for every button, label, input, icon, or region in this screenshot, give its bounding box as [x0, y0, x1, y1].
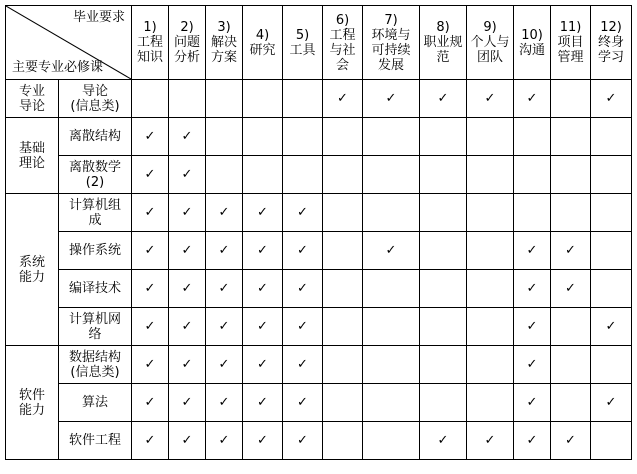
course-name — [59, 422, 132, 460]
matrix-cell — [420, 346, 467, 384]
check-mark-icon: ✓ — [257, 395, 268, 410]
requirement-title-line: 学习 — [597, 50, 624, 65]
matrix-cell — [243, 422, 283, 460]
matrix-cell — [551, 118, 591, 156]
requirement-header-3 — [206, 6, 243, 80]
matrix-cell — [323, 422, 363, 460]
course-name — [59, 308, 132, 346]
requirement-title-line: 问题 — [173, 35, 200, 50]
matrix-cell — [323, 232, 363, 270]
requirement-number: 9) — [483, 20, 497, 35]
matrix-cell — [132, 194, 169, 232]
matrix-cell — [283, 118, 323, 156]
matrix-cell — [169, 232, 206, 270]
matrix-cell — [206, 80, 243, 118]
matrix-cell — [467, 346, 514, 384]
matrix-cell — [363, 270, 420, 308]
check-mark-icon: ✓ — [218, 205, 230, 220]
matrix-cell — [551, 422, 591, 460]
requirement-header-5 — [283, 6, 323, 80]
matrix-cell — [514, 270, 551, 308]
matrix-cell — [243, 118, 283, 156]
matrix-cell — [551, 270, 591, 308]
diagonal-header-cell — [6, 6, 132, 80]
check-mark-icon: ✓ — [181, 129, 193, 144]
check-mark-icon: ✓ — [144, 395, 156, 410]
check-mark-icon: ✓ — [297, 395, 308, 410]
table-row — [6, 422, 632, 460]
course-name — [59, 118, 132, 156]
matrix-cell — [467, 232, 514, 270]
matrix-cell — [420, 118, 467, 156]
requirement-number: 6) — [335, 12, 350, 28]
requirement-title-line: 终身 — [597, 35, 624, 50]
check-mark-icon: ✓ — [144, 357, 156, 372]
matrix-cell — [591, 156, 632, 194]
matrix-cell — [323, 194, 363, 232]
requirement-header-2 — [169, 6, 206, 80]
matrix-cell — [169, 384, 206, 422]
matrix-cell — [514, 232, 551, 270]
matrix-cell — [206, 232, 243, 270]
course-group-label-line: 软件 — [18, 387, 45, 403]
matrix-cell — [591, 308, 632, 346]
check-mark-icon: ✓ — [437, 433, 449, 448]
matrix-cell — [132, 118, 169, 156]
check-mark-icon: ✓ — [144, 433, 156, 448]
course-name — [59, 346, 132, 384]
check-mark-icon: ✓ — [181, 281, 193, 296]
requirement-number: 4) — [255, 27, 270, 43]
table-row — [6, 156, 632, 194]
matrix-cell — [467, 156, 514, 194]
matrix-cell — [132, 156, 169, 194]
check-mark-icon: ✓ — [218, 433, 230, 448]
table-row — [6, 80, 632, 118]
matrix-cell — [243, 232, 283, 270]
check-mark-icon: ✓ — [297, 433, 308, 448]
check-mark-icon: ✓ — [526, 433, 538, 448]
matrix-cell — [363, 422, 420, 460]
matrix-cell — [363, 346, 420, 384]
matrix-cell — [132, 270, 169, 308]
matrix-cell — [514, 308, 551, 346]
matrix-cell — [283, 80, 323, 118]
check-mark-icon: ✓ — [526, 395, 538, 410]
check-mark-icon: ✓ — [297, 319, 308, 334]
requirement-title-line: 团队 — [476, 50, 503, 65]
matrix-cell — [283, 232, 323, 270]
requirement-title-line: 解决 — [210, 35, 237, 50]
matrix-cell — [243, 80, 283, 118]
matrix-cell — [243, 270, 283, 308]
matrix-cell — [169, 308, 206, 346]
matrix-cell — [420, 384, 467, 422]
matrix-cell — [132, 232, 169, 270]
requirement-title-line: 可持续 — [371, 42, 411, 58]
requirement-title-line: 沟通 — [518, 42, 545, 58]
course-group-label-line: 专业 — [18, 83, 45, 99]
check-mark-icon: ✓ — [605, 319, 617, 334]
requirement-title-line: 方案 — [210, 50, 237, 65]
course-name — [59, 80, 132, 118]
matrix-cell — [206, 194, 243, 232]
matrix-cell — [514, 156, 551, 194]
course-group-label-line: 导论 — [18, 98, 45, 114]
matrix-cell — [323, 270, 363, 308]
course-name — [59, 156, 132, 194]
check-mark-icon: ✓ — [565, 243, 576, 258]
course-name-line: 计算机组 — [68, 197, 121, 213]
matrix-cell — [206, 270, 243, 308]
requirement-header-12 — [591, 6, 632, 80]
check-mark-icon: ✓ — [297, 205, 308, 220]
matrix-cell — [467, 270, 514, 308]
matrix-cell — [467, 194, 514, 232]
matrix-cell — [420, 232, 467, 270]
check-mark-icon: ✓ — [605, 395, 617, 410]
course-name-line: 软件工程 — [68, 433, 121, 448]
matrix-cell — [514, 194, 551, 232]
matrix-cell — [283, 346, 323, 384]
requirement-header-9 — [467, 6, 514, 80]
table-row — [6, 270, 632, 308]
course-name-line: 编译技术 — [68, 281, 121, 296]
matrix-cell — [420, 194, 467, 232]
matrix-cell — [514, 384, 551, 422]
matrix-cell — [283, 308, 323, 346]
requirement-title-line: 与社 — [329, 42, 356, 58]
check-mark-icon: ✓ — [144, 129, 156, 144]
matrix-cell — [420, 80, 467, 118]
matrix-cell — [323, 80, 363, 118]
requirement-title-line: 知识 — [136, 50, 163, 65]
matrix-cell — [420, 308, 467, 346]
course-name-line: (2) — [85, 174, 105, 190]
matrix-cell — [467, 422, 514, 460]
requirement-title-line: 管理 — [557, 50, 584, 65]
course-group-label-line: 系统 — [18, 254, 45, 270]
requirement-title-line: 项目 — [557, 35, 584, 50]
requirement-header-6 — [323, 6, 363, 80]
matrix-cell — [363, 384, 420, 422]
matrix-cell — [514, 80, 551, 118]
matrix-cell — [283, 384, 323, 422]
requirements-matrix-table — [5, 5, 632, 460]
requirements-axis-label: 毕业要求 — [72, 10, 125, 25]
matrix-cell — [551, 156, 591, 194]
course-name-line: 离散结构 — [68, 129, 121, 144]
matrix-cell — [243, 308, 283, 346]
check-mark-icon: ✓ — [181, 167, 193, 182]
matrix-cell — [420, 422, 467, 460]
table-row — [6, 346, 632, 384]
course-group-label — [6, 346, 59, 460]
requirement-title-line: 范 — [436, 50, 450, 65]
check-mark-icon: ✓ — [385, 243, 397, 258]
requirement-number: 8) — [436, 20, 450, 35]
requirement-header-1 — [132, 6, 169, 80]
matrix-cell — [551, 346, 591, 384]
requirement-title-line: 会 — [335, 57, 349, 73]
matrix-cell — [132, 422, 169, 460]
check-mark-icon: ✓ — [144, 167, 156, 182]
matrix-cell — [363, 194, 420, 232]
requirement-title-line: 职业规 — [423, 35, 463, 50]
matrix-cell — [591, 270, 632, 308]
check-mark-icon: ✓ — [181, 205, 193, 220]
check-mark-icon: ✓ — [526, 243, 538, 258]
requirement-header-11 — [551, 6, 591, 80]
matrix-cell — [243, 156, 283, 194]
matrix-cell — [363, 308, 420, 346]
course-name-line: 导论 — [81, 83, 108, 99]
course-name — [59, 232, 132, 270]
check-mark-icon: ✓ — [181, 433, 193, 448]
check-mark-icon: ✓ — [257, 319, 268, 334]
matrix-cell — [283, 194, 323, 232]
matrix-cell — [169, 346, 206, 384]
check-mark-icon: ✓ — [181, 243, 193, 258]
requirement-number: 2) — [180, 20, 194, 35]
check-mark-icon: ✓ — [144, 319, 156, 334]
matrix-cell — [323, 118, 363, 156]
courses-axis-label: 主要专业必修课 — [12, 60, 104, 75]
table-row — [6, 118, 632, 156]
course-group-label — [6, 80, 59, 118]
requirement-header-7 — [363, 6, 420, 80]
matrix-cell — [323, 384, 363, 422]
check-mark-icon: ✓ — [526, 91, 538, 106]
matrix-cell — [323, 308, 363, 346]
matrix-cell — [132, 80, 169, 118]
requirement-header-4 — [243, 6, 283, 80]
matrix-cell — [206, 308, 243, 346]
requirement-title-line: 分析 — [173, 50, 200, 65]
matrix-cell — [420, 156, 467, 194]
requirement-number: 3) — [217, 20, 231, 35]
check-mark-icon: ✓ — [218, 357, 230, 372]
check-mark-icon: ✓ — [437, 91, 449, 106]
check-mark-icon: ✓ — [257, 205, 268, 220]
requirement-title-line: 发展 — [377, 57, 404, 73]
check-mark-icon: ✓ — [257, 243, 268, 258]
requirement-title-line: 工具 — [289, 42, 316, 58]
check-mark-icon: ✓ — [565, 281, 576, 296]
check-mark-icon: ✓ — [484, 91, 496, 106]
requirement-number: 10) — [521, 27, 543, 43]
requirement-header-10 — [514, 6, 551, 80]
check-mark-icon: ✓ — [297, 243, 308, 258]
matrix-cell — [169, 422, 206, 460]
course-name-line: 算法 — [81, 395, 108, 410]
matrix-cell — [467, 384, 514, 422]
matrix-cell — [363, 80, 420, 118]
course-name-line: 络 — [88, 326, 102, 342]
check-mark-icon: ✓ — [144, 281, 156, 296]
matrix-cell — [467, 80, 514, 118]
matrix-cell — [514, 118, 551, 156]
check-mark-icon: ✓ — [526, 357, 538, 372]
course-name-line: (信息类) — [70, 364, 120, 380]
requirement-title-line: 环境与 — [371, 27, 411, 43]
matrix-cell — [206, 118, 243, 156]
check-mark-icon: ✓ — [565, 433, 576, 448]
check-mark-icon: ✓ — [385, 91, 397, 106]
matrix-cell — [169, 156, 206, 194]
check-mark-icon: ✓ — [605, 91, 617, 106]
check-mark-icon: ✓ — [218, 395, 230, 410]
course-name-line: (信息类) — [70, 98, 120, 114]
check-mark-icon: ✓ — [257, 433, 268, 448]
table-row — [6, 384, 632, 422]
matrix-cell — [283, 270, 323, 308]
matrix-body — [6, 80, 632, 460]
course-name-line: 成 — [88, 212, 102, 228]
matrix-cell — [514, 422, 551, 460]
course-name-line: 数据结构 — [68, 349, 121, 365]
matrix-cell — [467, 308, 514, 346]
matrix-cell — [243, 384, 283, 422]
check-mark-icon: ✓ — [218, 243, 230, 258]
matrix-cell — [206, 346, 243, 384]
matrix-cell — [132, 346, 169, 384]
header-row — [6, 6, 632, 80]
check-mark-icon: ✓ — [257, 281, 268, 296]
matrix-cell — [420, 270, 467, 308]
matrix-cell — [363, 156, 420, 194]
matrix-cell — [514, 346, 551, 384]
requirement-title-line: 工程 — [136, 35, 163, 50]
course-group-label-line: 基础 — [18, 140, 45, 156]
matrix-cell — [323, 346, 363, 384]
matrix-cell — [363, 118, 420, 156]
check-mark-icon: ✓ — [218, 281, 230, 296]
course-group-label-line: 能力 — [18, 269, 45, 285]
course-group-label-line: 理论 — [18, 155, 45, 171]
matrix-cell — [467, 118, 514, 156]
matrix-cell — [323, 156, 363, 194]
matrix-cell — [169, 80, 206, 118]
matrix-cell — [551, 232, 591, 270]
matrix-cell — [132, 384, 169, 422]
matrix-cell — [132, 308, 169, 346]
check-mark-icon: ✓ — [257, 357, 268, 372]
check-mark-icon: ✓ — [526, 281, 538, 296]
matrix-cell — [591, 232, 632, 270]
check-mark-icon: ✓ — [181, 357, 193, 372]
requirement-title-line: 研究 — [249, 42, 276, 58]
matrix-cell — [591, 194, 632, 232]
matrix-cell — [551, 384, 591, 422]
matrix-cell — [591, 384, 632, 422]
check-mark-icon: ✓ — [181, 319, 193, 334]
matrix-cell — [206, 422, 243, 460]
matrix-cell — [206, 156, 243, 194]
matrix-cell — [169, 118, 206, 156]
matrix-cell — [243, 194, 283, 232]
check-mark-icon: ✓ — [484, 433, 496, 448]
course-name-line: 离散数学 — [68, 159, 121, 175]
check-mark-icon: ✓ — [144, 205, 156, 220]
matrix-cell — [591, 422, 632, 460]
course-group-label-line: 能力 — [18, 402, 45, 418]
requirement-title-line: 个人与 — [470, 35, 510, 50]
course-name — [59, 384, 132, 422]
course-name-line: 计算机网 — [68, 311, 121, 327]
table-row — [6, 232, 632, 270]
requirement-number: 5) — [295, 27, 310, 43]
requirement-header-8 — [420, 6, 467, 80]
course-group-label — [6, 194, 59, 346]
matrix-cell — [283, 156, 323, 194]
course-name — [59, 194, 132, 232]
check-mark-icon: ✓ — [218, 319, 230, 334]
table-row — [6, 194, 632, 232]
matrix-cell — [363, 232, 420, 270]
matrix-cell — [169, 194, 206, 232]
check-mark-icon: ✓ — [297, 357, 308, 372]
requirement-number: 12) — [600, 20, 622, 35]
matrix-cell — [551, 194, 591, 232]
matrix-cell — [551, 308, 591, 346]
course-name — [59, 270, 132, 308]
requirement-number: 7) — [384, 12, 398, 28]
course-name-line: 操作系统 — [68, 243, 121, 258]
requirement-title-line: 工程 — [329, 27, 356, 43]
table-row — [6, 308, 632, 346]
matrix-cell — [206, 384, 243, 422]
matrix-cell — [591, 346, 632, 384]
matrix-cell — [591, 118, 632, 156]
check-mark-icon: ✓ — [181, 395, 193, 410]
matrix-cell — [591, 80, 632, 118]
check-mark-icon: ✓ — [144, 243, 156, 258]
matrix-cell — [243, 346, 283, 384]
requirement-number: 1) — [143, 20, 157, 35]
matrix-cell — [169, 270, 206, 308]
check-mark-icon: ✓ — [526, 319, 538, 334]
check-mark-icon: ✓ — [297, 281, 308, 296]
check-mark-icon: ✓ — [337, 91, 348, 106]
course-group-label — [6, 118, 59, 194]
matrix-cell — [283, 422, 323, 460]
matrix-cell — [551, 80, 591, 118]
requirement-number: 11) — [559, 20, 582, 35]
